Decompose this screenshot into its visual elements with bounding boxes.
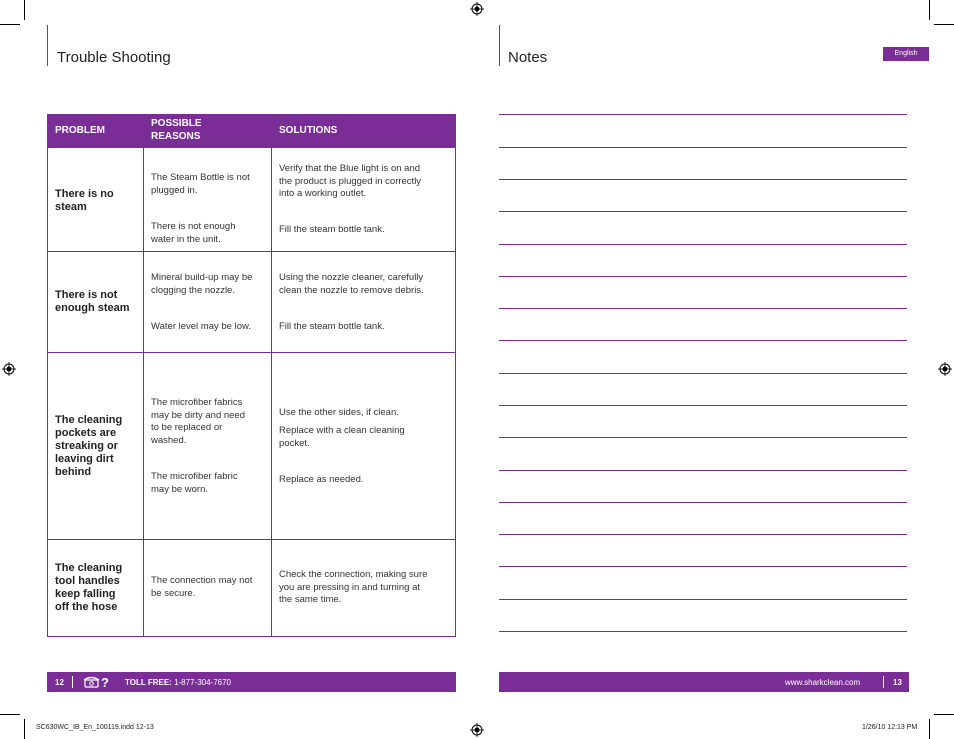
note-line xyxy=(499,599,907,600)
solution-text: Using the nozzle cleaner, carefully clean the nozzle to remove debris. xyxy=(279,272,424,296)
reason-text: The microfiber fabrics may be dirty and need to be replaced or washed. xyxy=(151,397,246,446)
note-line xyxy=(499,114,907,115)
crop-mark xyxy=(929,0,930,20)
toll-free-info xyxy=(125,678,231,687)
note-line xyxy=(499,244,907,245)
solution-text: Replace with a clean cleaning pocket. xyxy=(279,425,405,449)
note-line xyxy=(499,534,907,535)
solution-text: Fill the steam bottle tank. xyxy=(279,321,385,332)
problem-label: There is not enough steam xyxy=(55,289,130,314)
note-line xyxy=(499,276,907,277)
reason-text: Water level may be low. xyxy=(151,321,251,332)
reason-text: Mineral build-up may be clogging the nozzle. xyxy=(151,272,253,296)
crop-mark xyxy=(934,714,954,715)
footer-divider xyxy=(72,676,73,688)
title-rule xyxy=(47,25,48,66)
toll-free-label: TOLL FREE: xyxy=(125,678,172,687)
page-number: 12 xyxy=(55,678,64,687)
reason-text: The Steam Bottle is not plugged in. xyxy=(151,172,250,196)
note-line xyxy=(499,340,907,341)
registration-mark-icon xyxy=(470,723,484,737)
reason-text: The microfiber fabric may be worn. xyxy=(151,471,238,495)
solution-text: Replace as needed. xyxy=(279,474,364,485)
page-title: Trouble Shooting xyxy=(57,49,171,66)
phone-help-icon xyxy=(83,675,111,689)
solution-text: Verify that the Blue light is on and the product is plugged in correctly into a working outlet. xyxy=(279,163,422,199)
note-line xyxy=(499,502,907,503)
notes-title: Notes xyxy=(508,49,548,66)
footer-left xyxy=(47,672,456,692)
language-tab: English xyxy=(883,47,929,61)
solution-text: Check the connection, making sure you are pressing in and turning at the same time. xyxy=(279,569,428,605)
page-number: 13 xyxy=(893,678,902,687)
registration-mark-icon xyxy=(938,362,952,376)
toll-free-number: 1-877-304-7670 xyxy=(174,678,231,687)
table-row xyxy=(47,539,456,637)
file-slug: SC630WC_IB_En_100119.indd 12-13 xyxy=(36,724,154,731)
crop-mark xyxy=(24,719,25,739)
reason-text: There is not enough water in the unit. xyxy=(151,221,236,245)
header-solutions: SOLUTIONS xyxy=(279,125,338,136)
footer-divider xyxy=(883,676,884,688)
registration-mark-icon xyxy=(2,362,16,376)
solution-text: Fill the steam bottle tank. xyxy=(279,224,385,235)
note-line xyxy=(499,308,907,309)
problem-label: The cleaning pockets are streaking or leaving dirt behind xyxy=(55,414,123,478)
crop-mark xyxy=(0,24,20,25)
table-header xyxy=(47,114,456,148)
footer-right xyxy=(499,672,909,692)
date-slug: 1/26/10 12:13 PM xyxy=(862,724,918,731)
crop-mark xyxy=(929,719,930,739)
crop-mark xyxy=(934,24,954,25)
table-row xyxy=(47,147,456,252)
solution-text: Use the other sides, if clean. xyxy=(279,407,399,418)
problem-label: There is no steam xyxy=(55,188,114,213)
header-reasons-line1: POSSIBLE xyxy=(151,118,202,129)
reason-text: The connection may not be secure. xyxy=(151,575,253,599)
note-line xyxy=(499,373,907,374)
table-row xyxy=(47,251,456,353)
registration-mark-icon xyxy=(470,2,484,16)
table-row xyxy=(47,352,456,540)
header-problem: PROBLEM xyxy=(55,125,105,136)
note-line xyxy=(499,179,907,180)
note-line xyxy=(499,147,907,148)
title-rule xyxy=(499,25,500,66)
website-url[interactable]: www.sharkclean.com xyxy=(785,678,861,687)
crop-mark xyxy=(24,0,25,20)
note-line xyxy=(499,470,907,471)
header-reasons-line2: REASONS xyxy=(151,131,201,142)
note-line xyxy=(499,211,907,212)
crop-mark xyxy=(0,714,20,715)
note-line xyxy=(499,437,907,438)
note-line xyxy=(499,405,907,406)
note-line xyxy=(499,631,907,632)
problem-label: The cleaning tool handles keep falling off the hose xyxy=(55,562,123,613)
note-line xyxy=(499,566,907,567)
svg-text:?: ? xyxy=(101,675,109,689)
